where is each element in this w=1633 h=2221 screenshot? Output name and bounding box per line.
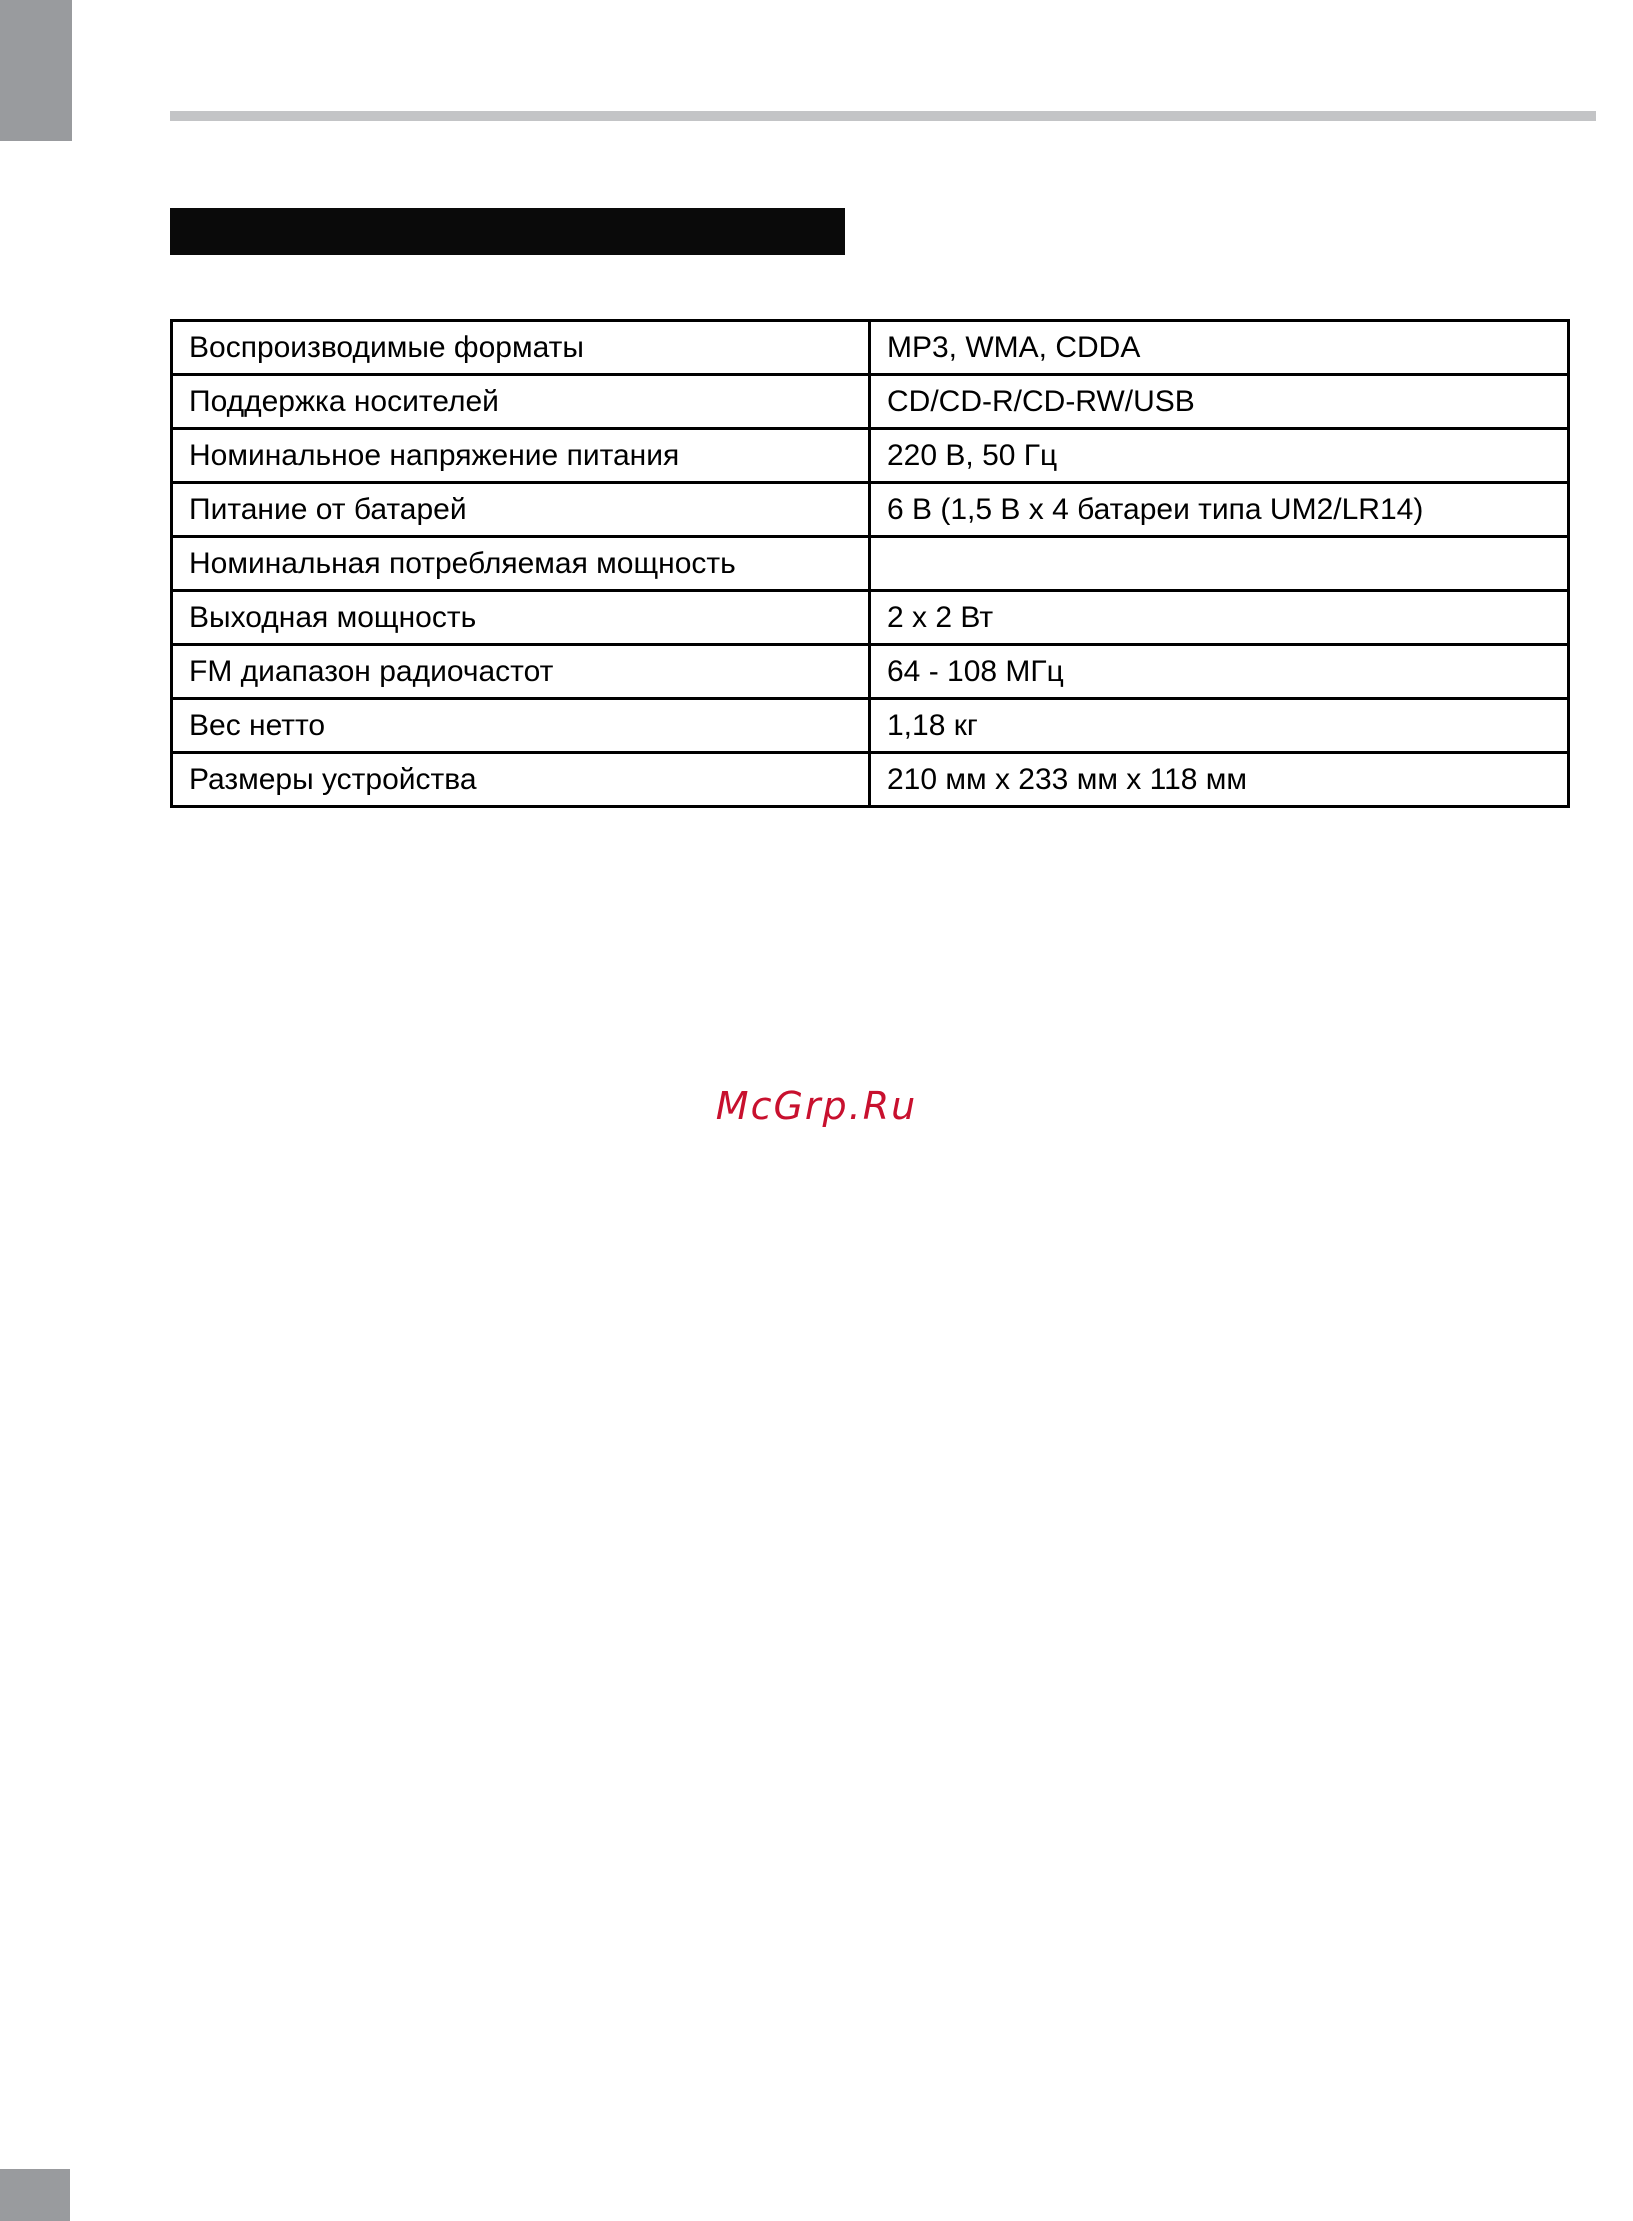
spec-param: Номинальное напряжение питания [172,429,870,483]
spec-param: Поддержка носителей [172,375,870,429]
table-row [172,375,1569,429]
spec-param: Номинальная потребляемая мощность [172,537,870,591]
spec-value: CD/CD-R/CD-RW/USB [870,375,1569,429]
page-edge-tab-bottom [0,2169,70,2221]
table-row [172,429,1569,483]
spec-param: FM диапазон радиочастот [172,645,870,699]
specifications-table [170,319,1570,808]
table-row [172,753,1569,807]
spec-value: 220 В, 50 Гц [870,429,1569,483]
table-row [172,483,1569,537]
spec-param: Вес нетто [172,699,870,753]
spec-param: Питание от батарей [172,483,870,537]
page-edge-tab-top [0,0,72,141]
spec-param: Размеры устройства [172,753,870,807]
section-title-bar [170,208,845,255]
spec-value: 2 х 2 Вт [870,591,1569,645]
spec-value: MP3, WMA, CDDA [870,321,1569,375]
spec-value [870,537,1569,591]
watermark: McGrp.Ru [715,1084,918,1128]
table-row [172,591,1569,645]
spec-value: 1,18 кг [870,699,1569,753]
table-row [172,699,1569,753]
spec-param: Воспроизводимые форматы [172,321,870,375]
spec-param: Выходная мощность [172,591,870,645]
table-row [172,537,1569,591]
table-row [172,321,1569,375]
spec-value: 6 В (1,5 В х 4 батареи типа UM2/LR14) [870,483,1569,537]
table-row [172,645,1569,699]
spec-value: 210 мм х 233 мм х 118 мм [870,753,1569,807]
header-rule [170,111,1596,121]
spec-value: 64 - 108 МГц [870,645,1569,699]
